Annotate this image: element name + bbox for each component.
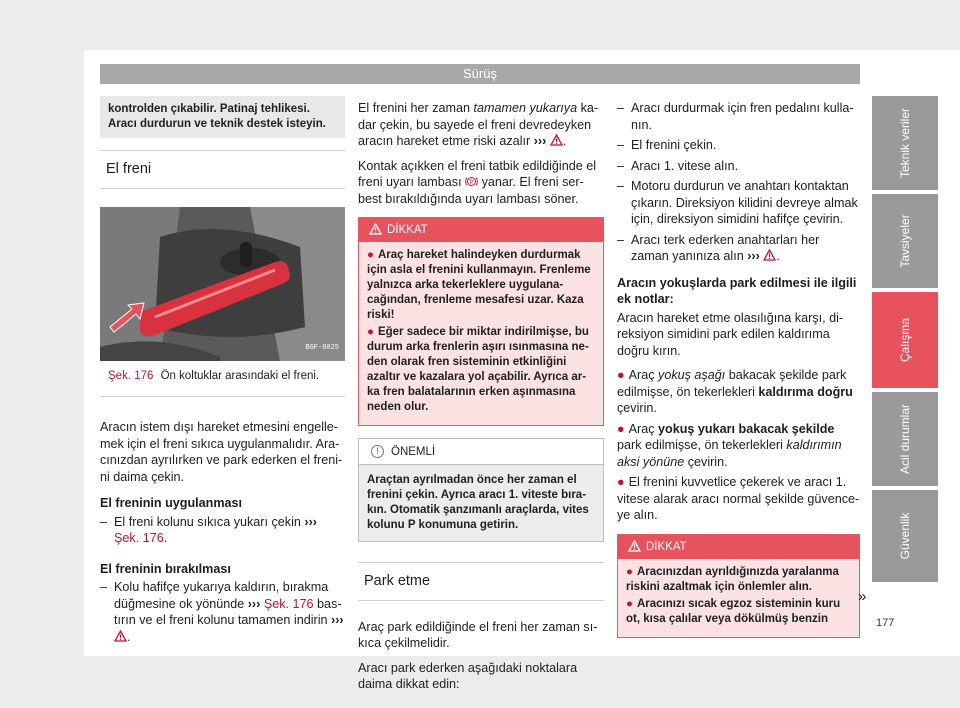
figure-caption-label: Şek. 176 [108,369,154,382]
section-title-el-freni: El freni [100,150,345,189]
subhead-release: El freninin bırakılması [100,561,231,576]
warning-triangle-icon [114,630,127,642]
tab-label: Tavsiyeler [898,214,912,268]
ref-arrows: ››› [247,596,261,611]
caution-body [618,559,859,637]
paragraph: Aracı park ederken aşağıdaki noktalara daima dikkat edin: [358,660,578,691]
parking-step: – Motoru durdurun ve anahtarı kontaktan çıkarın. Direksiyon kilidini devreye almak için, direksiyon simidini hafifçe çevirin. [617,178,860,228]
strong: yokuş yukarı bakacak şekilde [658,421,835,436]
tab-label: Teknik veriler [898,107,912,179]
bullet-paragraph [617,421,860,471]
page-header: Sürüş [100,64,860,84]
emphasis: tamamen yukarıya [473,101,578,115]
tab-label: Acil durumlar [898,403,912,475]
text: Araç [628,421,655,436]
brake-warning-lamp-icon [465,176,478,187]
caution-item [367,325,595,415]
subhead-apply: El freninin uygulanması [100,496,243,510]
parking-step: – El frenini çekin. [617,137,860,154]
text: yanar. El freni ser-best bırakıldığında uyarı lambası söner. [358,175,584,206]
paragraph: Aracın istem dışı hareket etmesini engelle-mek için el freni sıkıca uygulanmalıdır. Ara-cınızdan ayrılırken ve park ederken el freni-ni daima çekin. [100,420,343,484]
text: çevirin. [617,401,657,415]
tab-teknik-veriler[interactable] [872,96,938,190]
ref-arrows: ››› [747,249,760,263]
caution-header [618,535,859,559]
figure-caption [100,361,345,398]
strong: kaldırıma doğru [758,384,853,399]
caution-body [359,242,603,425]
caution-item [626,565,851,595]
figure-link[interactable]: Şek. 176 [114,531,164,545]
notice-box [358,438,604,542]
paragraph: Aracın hareket etme olasılığına karşı, di-reksiyon simidini park edilen kaldırıma doğru kırın. [617,310,844,358]
caution-box [617,534,860,638]
caution-text: Aracınızdan ayrıldığınızda yaralanma riskini azaltmak için önlemler alın. [626,565,839,593]
intro-warning: kontrolden çıkabilir. Patinaj tehlikesi. Aracı durdurun ve teknik destek isteyin. [100,96,345,138]
parking-step: – Aracı terk ederken anahtarları her zaman yanınıza alın ››› . [617,232,860,265]
tab-label: Çalışma [898,317,912,363]
ref-arrows: ››› [331,613,344,627]
bullet-icon: ● [617,475,625,489]
continue-icon: » [858,588,867,605]
parking-step: – Aracı 1. vitese alın. [617,158,860,175]
ref-arrows: ››› [533,134,547,148]
caution-title: DİKKAT [646,540,687,553]
text: çevirin. [687,454,728,469]
page-number: 177 [876,617,895,629]
section-title-park-etme: Park etme [358,562,604,601]
paragraph [358,158,604,208]
emphasis: kaldırımın aksi yönüne [617,438,842,469]
warning-triangle-icon [628,540,641,552]
caution-title: DİKKAT [387,224,428,236]
tab-acil-durumlar[interactable] [872,392,938,486]
figure-link[interactable]: Şek. 176 [263,596,314,611]
emphasis: yokuş aşağı [658,368,726,382]
tab-guvenlik[interactable] [872,490,938,582]
figure-code: B6F-0025 [305,344,339,352]
caution-box [358,217,604,426]
handbrake-figure [100,207,345,361]
text: El frenini kuvvetlice çekerek ve aracı 1. vitese alarak aracı normal şekilde güvence-ye alın. [617,475,860,522]
text: park edilmişse, ön tekerlekleri [617,438,783,452]
column-2 [358,100,604,701]
step-text: El freni kolunu sıkıca yukarı çekin [114,514,301,529]
notice-text: Araçtan ayrılmadan önce her zaman el frenini çekin. Ayrıca aracı 1. viteste bıra-kın. Otomatik şanzımanlı araçlarda, vites kolunu P konumuna getirin. [359,465,603,541]
parking-step: – Aracı durdurmak için fren pedalını kulla-nın. [617,100,860,133]
tab-tavsiyeler[interactable] [872,194,938,288]
svg-text:P: P [469,180,474,186]
column-1 [100,96,345,649]
figure-caption-text: Ön koltuklar arasındaki el freni. [160,369,320,382]
caution-header [359,218,603,242]
bullet-icon: ● [617,421,625,436]
step-text: Aracı terk ederken anahtarları her zaman yanınıza alın [631,232,820,263]
tab-label: Güvenlik [898,512,912,560]
warning-triangle-icon [763,249,776,261]
column-3 [617,100,860,646]
bullet-icon: ● [626,565,633,578]
warning-triangle-icon [369,223,382,235]
info-circle-icon: ! [371,445,384,458]
caution-item [626,597,851,627]
text: bakacak şekilde park edilmişse, ön tekerlekleri [617,368,847,399]
notice-header [359,439,603,465]
step-apply: – El freni kolunu sıkıca yukarı çekin ››› Şek. 176. [100,514,345,547]
caution-text: Eğer sadece bir miktar indirilmişse, bu durum arka frenlerin aşırı ısınmasına ne-den olarak fren sisteminin etkinliğini azaltır ve kazalara yol açabilir. Ayrıca ar-ka fren balatalarının erken aşınmasına neden olur. [367,326,589,413]
paragraph: Araç park edildiğinde el freni her zaman sı-kıca çekilmelidir. [358,619,598,650]
text: El frenini her zaman [358,101,470,115]
step-release: – Kolu hafifçe yukarıya kaldırın, bırakma düğmesine ok yönünde ››› Şek. 176 bas-tırın ve el freni kolunu tamamen indirin ››› . [100,579,345,645]
step-text: bas-tırın ve el freni kolunu tamamen indirin [114,596,342,627]
bullet-paragraph [617,367,860,417]
text: ka-dar çekin, bu sayede el freni devredeyken aracın hareket etme riski azalır [358,101,599,148]
notice-title: ÖNEMLİ [391,446,436,458]
text: Kontak açıkken el freni tatbik edildiğinde el freni uyarı lambası [358,158,597,189]
bullet-icon: ● [367,249,374,261]
caution-text: Araç hareket halindeyken durdurmak için asla el frenini kullanmayın. Frenleme yalnızca arka tekerleklere uygulana-cağından, frenleme mesafesi uzar. Kaza riski! [367,249,591,321]
bullet-icon: ● [617,368,625,382]
handbrake-illustration [100,207,345,361]
bullet-paragraph [617,474,860,524]
bullet-icon: ● [367,326,374,338]
ref-arrows: ››› [304,514,317,529]
caution-text: Aracınızı sıcak egzoz sisteminin kuru ot, kısa çalılar veya dökülmüş benzin [626,597,841,625]
warning-triangle-icon [550,134,563,146]
text: Araç [628,368,655,382]
caution-item [367,248,595,323]
bullet-icon: ● [626,597,633,610]
tab-calisma[interactable] [872,292,938,388]
paragraph: El frenini her zaman tamamen yukarıya ka-dar çekin, bu sayede el freni devredeyken aracın hareket etme riski azalır ››› . [358,101,599,148]
step-text: Kolu hafifçe yukarıya kaldırın, bırakma düğmesine ok yönünde [114,580,329,611]
subhead-slope-parking: Aracın yokuşlarda park edilmesi ile ilgili ek notlar: [617,275,857,306]
